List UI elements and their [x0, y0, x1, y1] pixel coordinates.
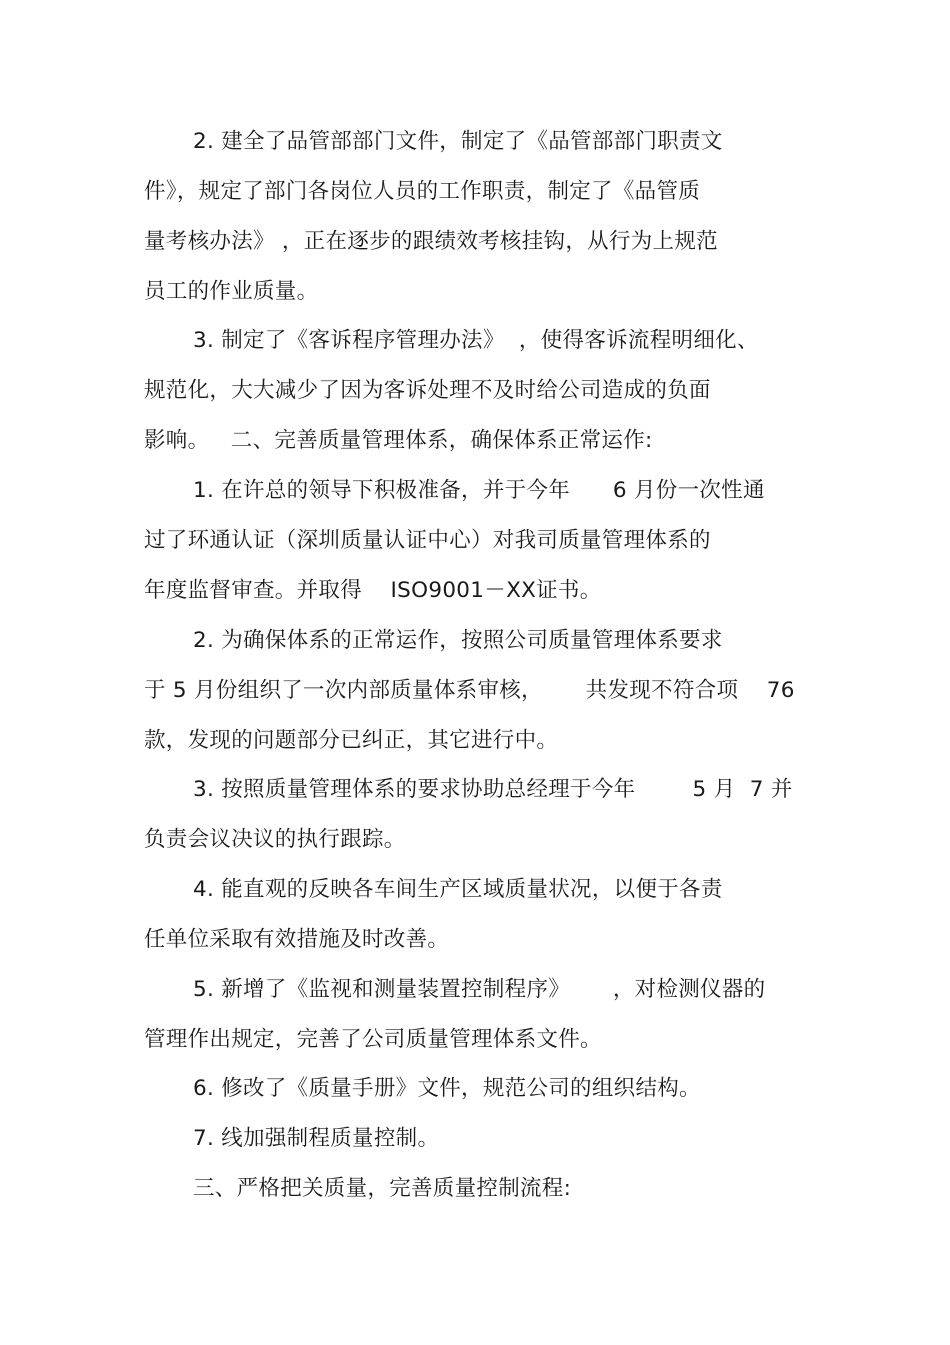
text-line: 款，发现的问题部分已纠正，其它进行中。	[144, 728, 559, 753]
text-line: 任单位采取有效措施及时改善。	[144, 927, 450, 952]
text-line: 规范化，大大减少了因为客诉处理不及时给公司造成的负面	[144, 378, 711, 403]
text-line: 年度监督审查。并取得 ISO9001－XX证书。	[144, 578, 602, 603]
text-line: 7. 线加强制程质量控制。	[193, 1126, 440, 1151]
text-line: 影响。 二、完善质量管理体系，确保体系正常运作:	[144, 428, 653, 453]
text-line: 负责会议决议的执行跟踪。	[144, 827, 406, 852]
text-line: 2. 为确保体系的正常运作，按照公司质量管理体系要求	[193, 628, 723, 653]
text-line: 1. 在许总的领导下积极准备，并于今年 6 月份一次性通	[193, 478, 765, 503]
section-heading: 三、严格把关质量，完善质量控制流程:	[193, 1176, 572, 1201]
text-line: 2. 建全了品管部部门文件，制定了《品管部部门职责文	[193, 129, 723, 154]
text-line: 4. 能直观的反映各车间生产区域质量状况，以便于各责	[193, 877, 723, 902]
text-line: 5. 新增了《监视和测量装置控制程序》 ，对检测仪器的	[193, 977, 766, 1002]
text-line: 件》，规定了部门各岗位人员的工作职责，制定了《品管质	[144, 179, 701, 204]
text-line: 3. 制定了《客诉程序管理办法》 ，使得客诉流程明细化、	[193, 328, 759, 353]
text-line: 于 5 月份组织了一次内部质量体系审核， 共发现不符合项 76	[144, 678, 795, 703]
text-line: 过了环通认证（深圳质量认证中心）对我司质量管理体系的	[144, 528, 711, 553]
text-line: 管理作出规定，完善了公司质量管理体系文件。	[144, 1027, 602, 1052]
text-line: 量考核办法》 ，正在逐步的跟绩效考核挂钩，从行为上规范	[144, 229, 718, 254]
text-line: 3. 按照质量管理体系的要求协助总经理于今年 5 月 7 并	[193, 777, 793, 802]
text-line: 6. 修改了《质量手册》文件，规范公司的组织结构。	[193, 1076, 701, 1101]
text-line: 员工的作业质量。	[144, 279, 319, 304]
